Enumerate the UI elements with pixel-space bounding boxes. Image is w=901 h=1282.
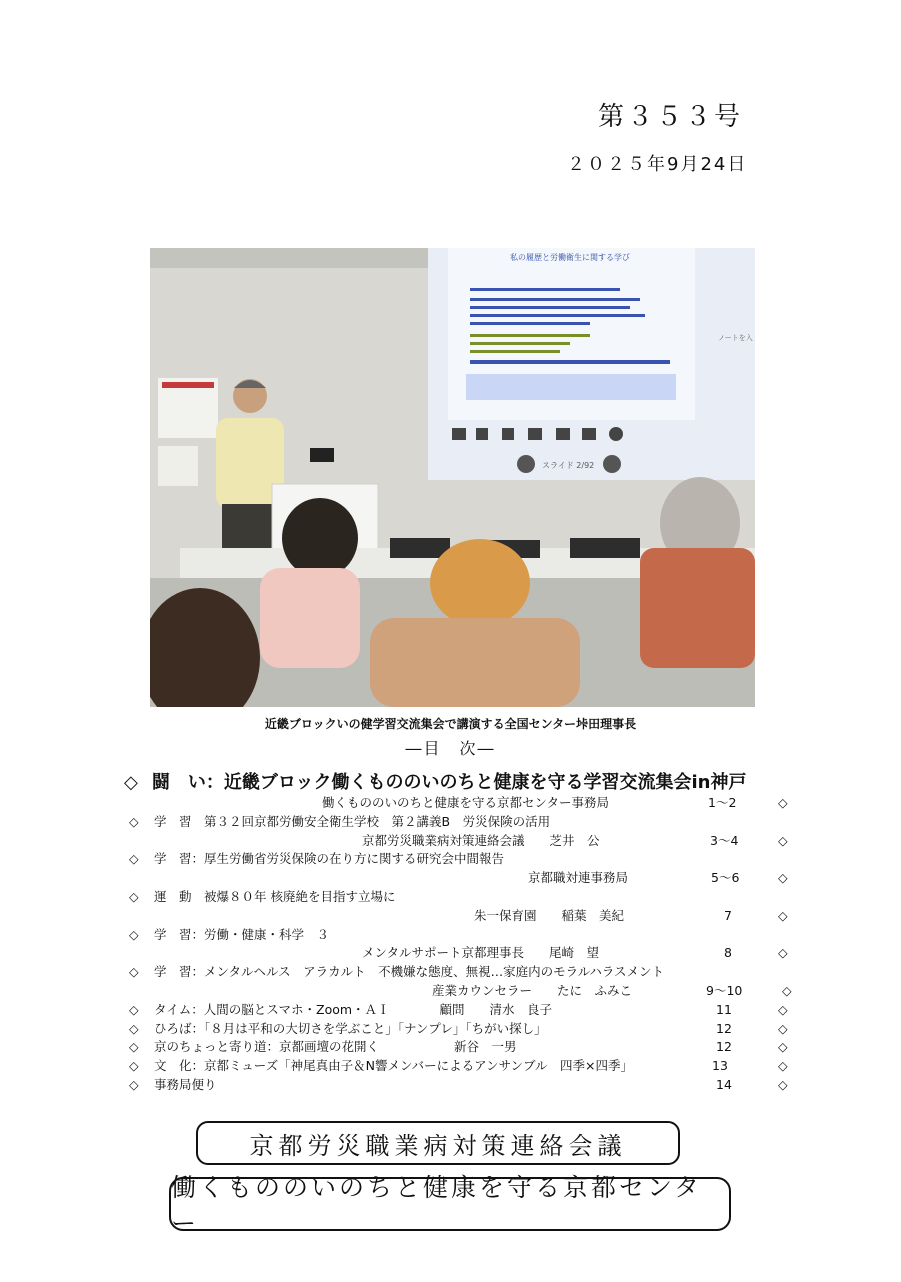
issue-date: ２０２５年9月24日 bbox=[567, 154, 748, 175]
toc-page: 5～6 bbox=[711, 870, 740, 886]
toc-author: メンタルサポート京都理事長 尾崎 望 bbox=[362, 945, 600, 961]
toc-entry: 学 習：厚生労働省労災保険の在り方に関する研究会中間報告 bbox=[154, 851, 505, 867]
lecture-photo-illustration bbox=[150, 248, 755, 707]
diamond-icon: ◇ bbox=[129, 888, 139, 904]
toc-author: 京都労災職業病対策連絡会議 芝井 公 bbox=[362, 832, 600, 848]
toc-row bbox=[0, 832, 901, 851]
toc-row bbox=[0, 850, 901, 869]
diamond-icon: ◇ bbox=[124, 772, 138, 793]
toc-entry: 学 習：メンタルヘルス アラカルト 不機嫌な態度、無視…家庭内のモラルハラスメント bbox=[154, 964, 665, 980]
diamond-icon: ◇ bbox=[129, 1001, 139, 1017]
toc-row bbox=[0, 888, 901, 907]
table-of-contents bbox=[0, 794, 901, 1095]
diamond-icon: ◇ bbox=[129, 851, 139, 867]
diamond-icon: ◇ bbox=[129, 964, 139, 980]
diamond-icon: ◇ bbox=[778, 1039, 788, 1055]
toc-page: 11 bbox=[716, 1001, 732, 1017]
diamond-icon: ◇ bbox=[778, 1058, 788, 1074]
toc-row bbox=[0, 1038, 901, 1057]
toc-row bbox=[0, 982, 901, 1001]
diamond-icon: ◇ bbox=[778, 945, 788, 961]
toc-page: 14 bbox=[716, 1076, 732, 1092]
toc-row bbox=[0, 869, 901, 888]
toc-entry: 運 動 被爆８０年 核廃絶を目指す立場に bbox=[154, 888, 396, 904]
toc-entry: 文 化：京都ミューズ「神尾真由子＆N響メンバーによるアンサンブル 四季×四季」 bbox=[154, 1058, 633, 1074]
toc-entry: 京のちょっと寄り道：京都画壇の花開く 新谷 一男 bbox=[154, 1039, 517, 1055]
toc-row bbox=[0, 1001, 901, 1020]
diamond-icon: ◇ bbox=[778, 1020, 788, 1036]
diamond-icon: ◇ bbox=[129, 1039, 139, 1055]
diamond-icon: ◇ bbox=[778, 1001, 788, 1017]
headline-text: 闘 い：近畿ブロック働くもののいのちと健康を守る学習交流集会in神戸 bbox=[151, 772, 747, 793]
toc-row bbox=[0, 926, 901, 945]
toc-row bbox=[0, 1057, 901, 1076]
toc-entry: 事務局便り bbox=[154, 1076, 217, 1092]
publisher-box-primary bbox=[196, 1121, 680, 1165]
toc-author: 産業カウンセラー たに ふみこ bbox=[432, 982, 633, 998]
toc-entry: タイム：人間の脳とスマホ・Zoom・ＡＩ 顧問 清水 良子 bbox=[154, 1001, 553, 1017]
toc-row bbox=[0, 944, 901, 963]
toc-page: 13 bbox=[712, 1058, 728, 1074]
publisher-box-secondary bbox=[169, 1173, 731, 1238]
toc-page: 8 bbox=[724, 945, 732, 961]
toc-title: ―目 次― bbox=[405, 739, 496, 758]
slide-nav: スライド 2/92 bbox=[542, 461, 595, 470]
diamond-icon: ◇ bbox=[778, 832, 788, 848]
toc-page: 3～4 bbox=[710, 832, 739, 848]
publisher-name: 京都労災職業病対策連絡会議 bbox=[249, 1131, 627, 1160]
toc-author: 京都職対連事務局 bbox=[528, 870, 629, 886]
diamond-icon: ◇ bbox=[129, 1058, 139, 1074]
toc-row bbox=[0, 963, 901, 982]
diamond-icon: ◇ bbox=[782, 982, 792, 998]
diamond-icon: ◇ bbox=[778, 795, 788, 810]
toc-row bbox=[0, 907, 901, 926]
toc-entry: 学 習：労働・健康・科学 ３ bbox=[154, 926, 330, 942]
toc-author: 働くもののいのちと健康を守る京都センター事務局 bbox=[322, 795, 610, 810]
toc-page: 12 bbox=[716, 1039, 732, 1055]
diamond-icon: ◇ bbox=[129, 813, 139, 829]
diamond-icon: ◇ bbox=[778, 1076, 788, 1092]
toc-headline bbox=[124, 768, 746, 794]
diamond-icon: ◇ bbox=[129, 926, 139, 942]
diamond-icon: ◇ bbox=[778, 907, 788, 923]
slide-title: 私の履歴と労働衛生に関する学び bbox=[510, 253, 630, 262]
toc-page: 1～2 bbox=[708, 795, 737, 810]
toc-page: 12 bbox=[716, 1020, 732, 1036]
toc-row bbox=[0, 794, 901, 813]
publisher-name: 働くもののいのちと健康を守る京都センター bbox=[171, 1173, 703, 1238]
slide-side-text: ノートを入 bbox=[718, 334, 753, 342]
toc-entry: 学 習 第３２回京都労働安全衛生学校 第２講義B 労災保険の活用 bbox=[154, 813, 551, 829]
toc-page: 9～10 bbox=[706, 982, 743, 998]
toc-author: 朱一保育園 稲葉 美紀 bbox=[474, 907, 625, 923]
diamond-icon: ◇ bbox=[778, 870, 788, 886]
toc-entry: ひろば：「８月は平和の大切さを学ぶこと」「ナンプレ」「ちがい探し」 bbox=[154, 1020, 547, 1036]
lecture-photo bbox=[150, 248, 755, 707]
toc-row bbox=[0, 813, 901, 832]
issue-number: 第３５３号 bbox=[598, 102, 744, 132]
diamond-icon: ◇ bbox=[129, 1076, 139, 1092]
toc-page: 7 bbox=[724, 907, 732, 923]
diamond-icon: ◇ bbox=[129, 1020, 139, 1036]
toc-row bbox=[0, 1076, 901, 1095]
photo-caption: 近畿ブロックいの健学習交流集会で講演する全国センター垰田理事長 bbox=[264, 717, 637, 731]
toc-row bbox=[0, 1020, 901, 1039]
